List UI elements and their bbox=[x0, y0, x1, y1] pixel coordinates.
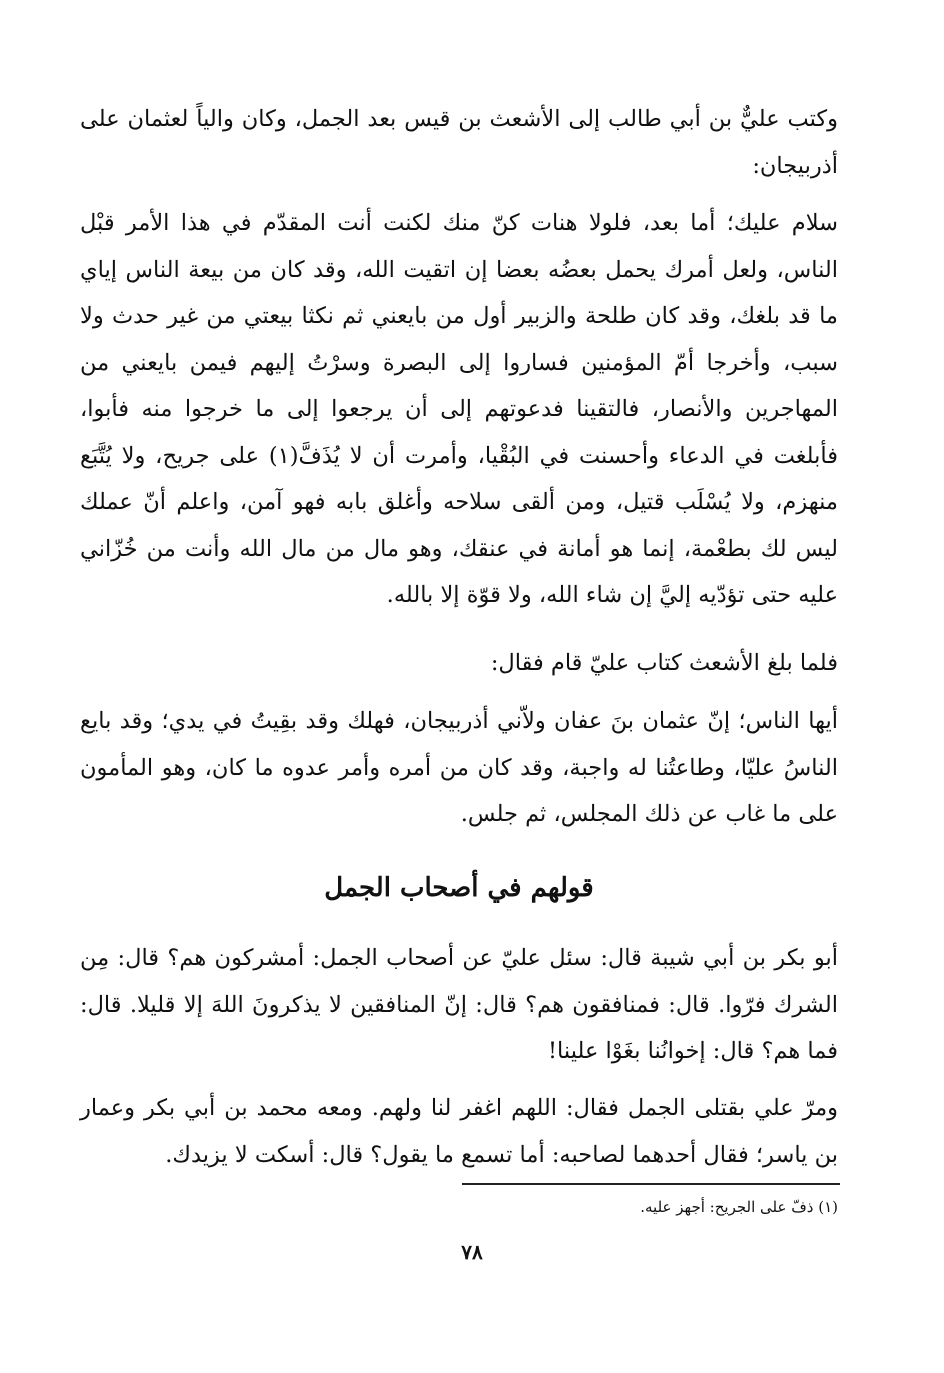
paragraph-letter-body: سلام عليك؛ أما بعد، فلولا هنات كنّ منك لكنت أنت المقدّم في هذا الأمر قبْل الناس، ولعل أمرك يحمل بعضُه بعضا إن اتقيت الله، وقد كان من بيعة الناس إياي ما قد بلغك، وقد كان طلحة والزبير أول من بايعني ثم نكثا بيعتي من غير حدث ولا سبب، وأخرجا أمّ المؤمنين فساروا إلى البصرة وسرْتُ إليهم فيمن بايعني من المهاجرين والأنصار، فالتقينا فدعوتهم إلى أن يرجعوا إلى ما خرجوا منه فأبوا، فأبلغت في الدعاء وأحسنت في البُقْيا، وأمرت أن لا يُذَفَّ(١) على جريح، ولا يُتَّبَع منهزم، ولا يُسْلَب قتيل، ومن ألقى سلاحه وأغلق بابه فهو آمن، واعلم أنّ عملك ليس لك بطعْمة، إنما هو أمانة في عنقك، وهو مال من مال الله وأنت من خُزّاني عليه حتى تؤدّيه إليَّ إن شاء الله، ولا قوّة إلا بالله. bbox=[80, 210, 838, 608]
footnote: (١) ذفّ على الجريح: أجهز عليه. bbox=[640, 1198, 838, 1216]
paragraph-ali-passes-slain: ومرّ علي بقتلى الجمل فقال: اللهم اغفر لنا ولهم. ومعه محمد بن أبي بكر وعمار بن ياسر؛ فقال أحدهما لصاحبه: أما تسمع ما يقول؟ قال: أسكت لا يزيدك. bbox=[80, 1095, 838, 1168]
paragraph-letter-intro: وكتب عليٌّ بن أبي طالب إلى الأشعث بن قيس بعد الجمل، وكان والياً لعثمان على أذربيجان: bbox=[80, 106, 838, 179]
section-heading: قولهم في أصحاب الجمل bbox=[324, 873, 594, 903]
page-number: ٧٨ bbox=[461, 1240, 483, 1264]
paragraph-ashath-speech: أيها الناس؛ إنّ عثمان بنَ عفان ولاّني أذربيجان، فهلك وقد بقِيتُ في يدي؛ وقد بايع الناسُ عليّا، وطاعتُنا له واجبة، وقد كان من أمره وأمر عدوه ما كان، وهو المأمون على ما غاب عن ذلك المجلس، ثم جلس. bbox=[80, 708, 838, 827]
paragraph-abu-bakr-report: أبو بكر بن أبي شيبة قال: سئل عليّ عن أصحاب الجمل: أمشركون هم؟ قال: مِن الشرك فرّوا. قال: فمنافقون هم؟ قال: إنّ المنافقين لا يذكرونَ اللهَ إلا قليلا. قال: فما هم؟ قال: إخوانُنا بغَوْا علينا! bbox=[80, 945, 838, 1064]
paragraph-ashath-response-intro: فلما بلغ الأشعث كتاب عليّ قام فقال: bbox=[490, 650, 838, 676]
footnote-separator bbox=[462, 1183, 840, 1185]
